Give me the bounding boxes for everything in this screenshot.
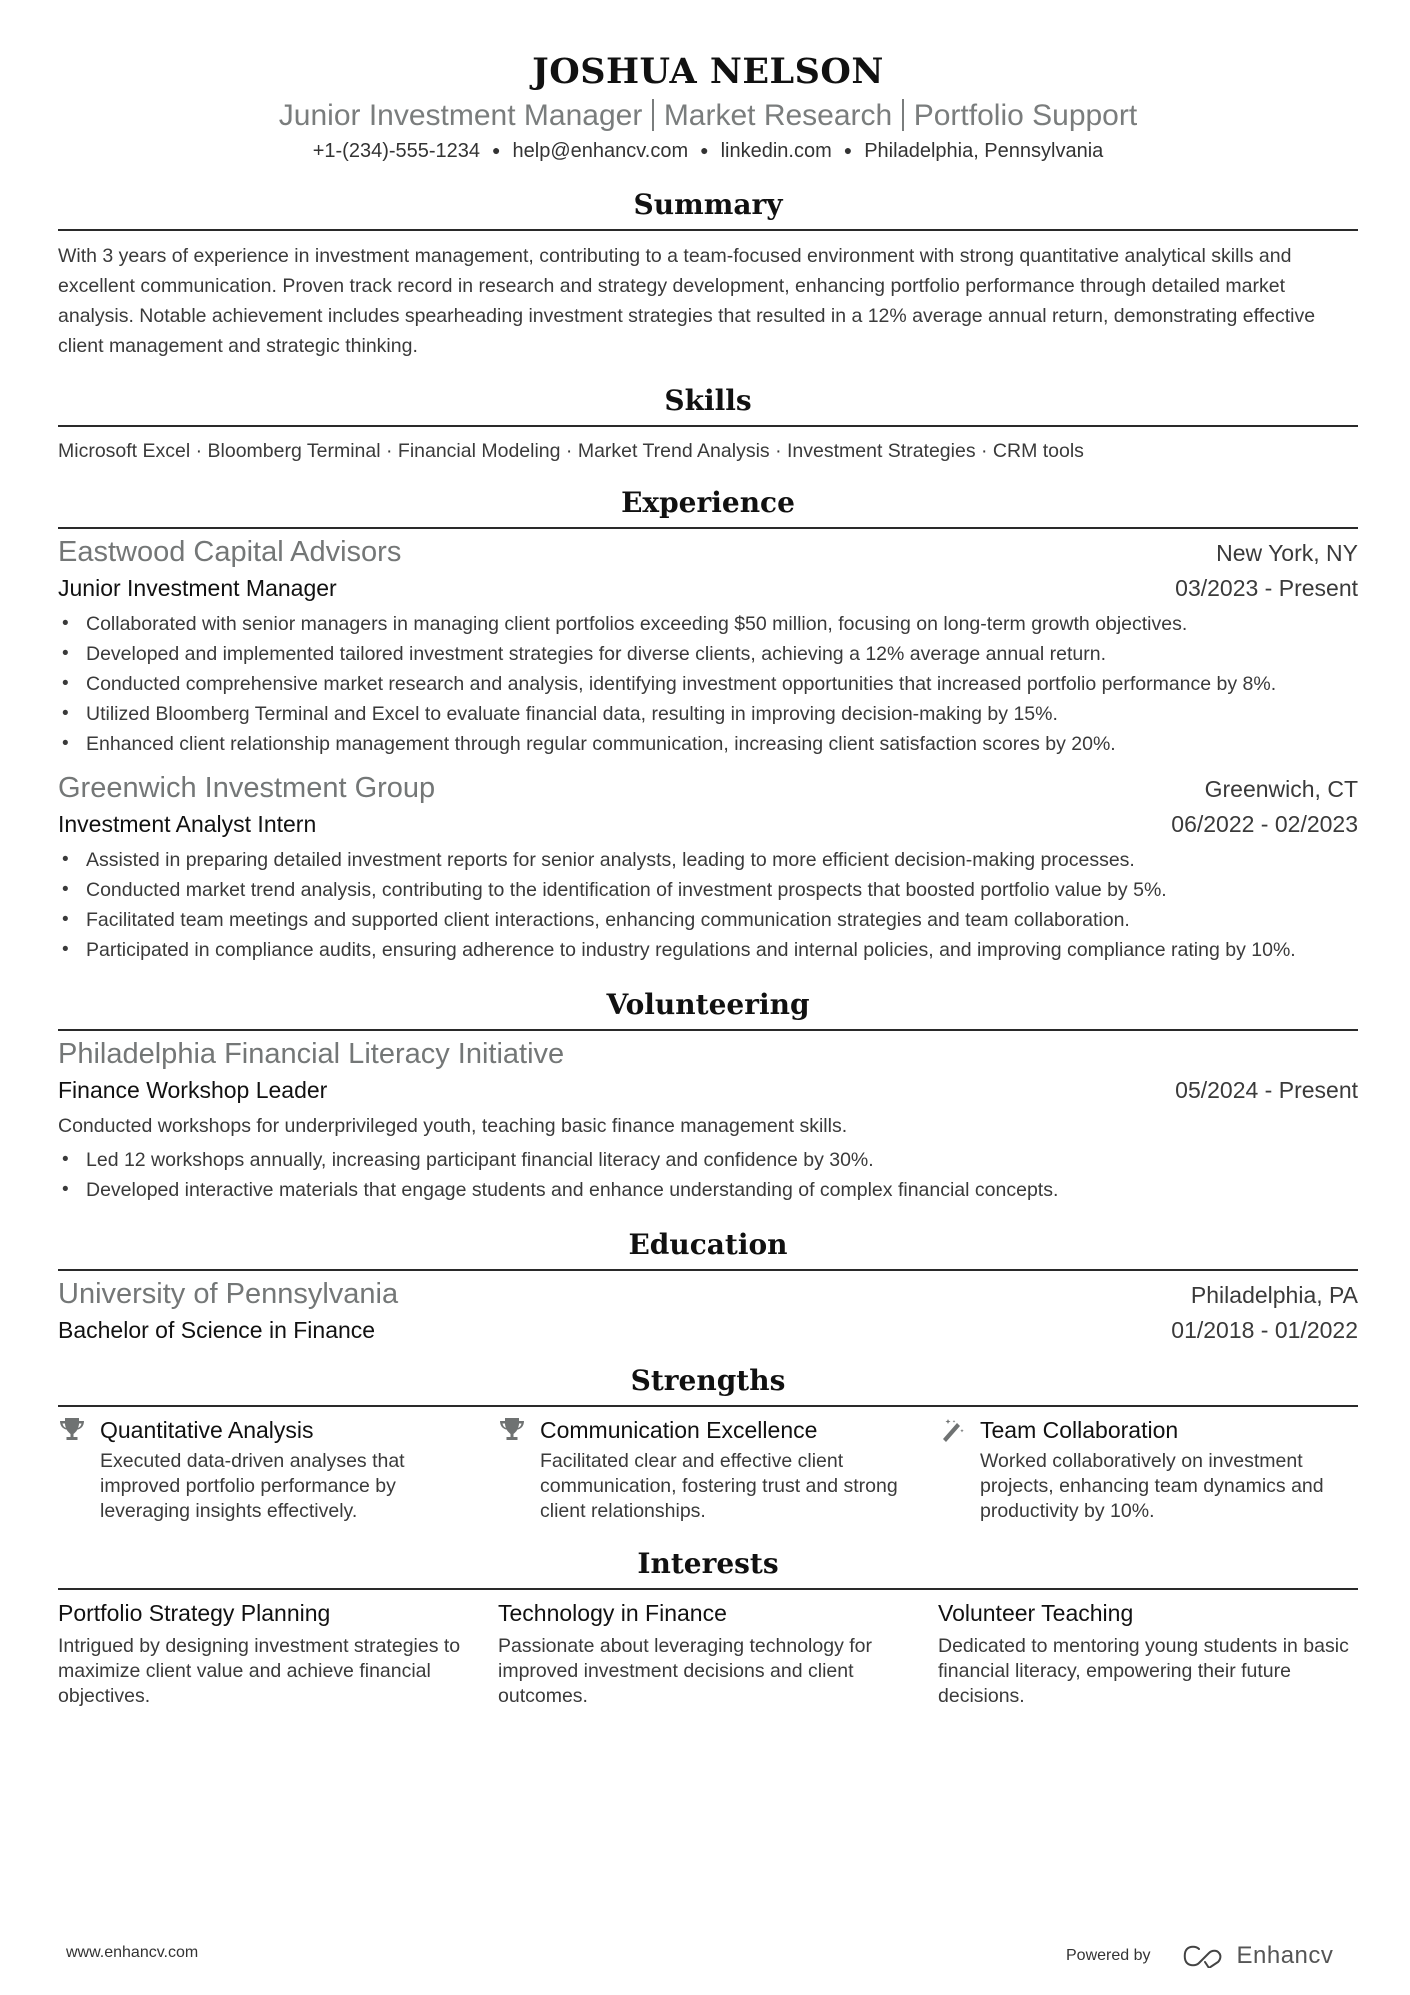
strength-title: Team Collaboration xyxy=(980,1417,1179,1443)
achievement-item: • Assisted in preparing detailed investment reports for senior analysts, leading to more efficient decision-making processes. xyxy=(58,845,1358,875)
headline-divider xyxy=(652,99,654,131)
headline-title-3: Portfolio Support xyxy=(913,99,1138,132)
achievement-item: • Led 12 workshops annually, increasing participant financial literacy and confidence by 30%. xyxy=(58,1145,1358,1175)
degree: Bachelor of Science in Finance xyxy=(58,1317,376,1343)
section-divider xyxy=(58,1269,1358,1271)
candidate-name: JOSHUA NELSON xyxy=(532,51,884,92)
powered-by-label: Powered by xyxy=(1066,1947,1151,1964)
section-title-volunteering: Volunteering xyxy=(606,988,810,1021)
section-divider xyxy=(58,1029,1358,1031)
experience-entry xyxy=(58,769,1358,965)
headline-title-2: Market Research xyxy=(663,99,893,132)
skills-list: Microsoft Excel · Bloomberg Terminal · Financial Modeling · Market Trend Analysis · Investment Strategies · CRM tools xyxy=(58,440,1084,462)
entry-header xyxy=(58,533,1358,571)
strength-content xyxy=(980,1413,1358,1524)
bullet-separator: ● xyxy=(843,142,853,158)
headline-title-1: Junior Investment Manager xyxy=(278,99,643,132)
section-divider xyxy=(58,527,1358,529)
experience-section xyxy=(58,485,1358,965)
achievement-item: • Collaborated with senior managers in managing client portfolios exceeding $50 million, focusing on long-term growth objectives. xyxy=(58,609,1358,639)
section-title-skills: Skills xyxy=(664,384,752,417)
headline-divider xyxy=(902,99,904,131)
strength-item xyxy=(58,1413,478,1524)
job-location: New York, NY xyxy=(1216,540,1358,566)
achievement-item: • Facilitated team meetings and supported client interactions, enhancing communication strategies and team collaboration. xyxy=(58,905,1358,935)
entry-subheader xyxy=(58,1073,1358,1107)
job-dates: 06/2022 - 02/2023 xyxy=(1171,811,1358,837)
entry-header xyxy=(58,1275,1358,1313)
interest-item xyxy=(938,1596,1358,1709)
section-title-summary: Summary xyxy=(633,188,783,221)
job-title: Investment Analyst Intern xyxy=(58,811,317,837)
education-section xyxy=(58,1227,1358,1347)
section-divider xyxy=(58,1405,1358,1407)
footer-website-link[interactable]: www.enhancv.com xyxy=(66,1944,199,1961)
contact-email[interactable]: help@enhancv.com xyxy=(512,140,689,162)
bullet-separator: ● xyxy=(492,142,501,158)
achievement-list xyxy=(58,845,1358,965)
section-divider xyxy=(58,229,1358,231)
achievement-item: • Developed and implemented tailored investment strategies for diverse clients, achieving a 12% average annual return. xyxy=(58,639,1358,669)
bullet-separator: ● xyxy=(700,142,709,158)
strength-item xyxy=(498,1413,918,1524)
education-dates: 01/2018 - 01/2022 xyxy=(1171,1317,1358,1343)
interest-title: Portfolio Strategy Planning xyxy=(58,1600,331,1626)
achievement-item: • Utilized Bloomberg Terminal and Excel to evaluate financial data, resulting in improving decision-making by 15%. xyxy=(58,699,1358,729)
organization-name: Philadelphia Financial Literacy Initiative xyxy=(58,1038,565,1070)
interest-description: Intrigued by designing investment strategies to maximize client value and achieve financial objectives. xyxy=(58,1635,461,1707)
contact-info xyxy=(58,136,1358,165)
powered-by-badge[interactable] xyxy=(1066,1942,1333,1970)
entry-subheader xyxy=(58,807,1358,841)
achievement-item: • Developed interactive materials that engage students and enhance understanding of complex financial concepts. xyxy=(58,1175,1358,1205)
entry-subheader xyxy=(58,1313,1358,1347)
enhancv-brand-name: Enhancv xyxy=(1236,1942,1334,1969)
interest-title: Technology in Finance xyxy=(498,1600,727,1626)
interest-item xyxy=(498,1596,918,1709)
volunteering-entry xyxy=(58,1035,1358,1205)
section-divider xyxy=(58,1588,1358,1590)
job-dates: 03/2023 - Present xyxy=(1175,575,1358,601)
strength-title: Communication Excellence xyxy=(540,1417,818,1443)
achievement-list xyxy=(58,1145,1358,1205)
summary-section xyxy=(58,187,1358,361)
strength-item xyxy=(938,1413,1358,1524)
contact-location: Philadelphia, Pennsylvania xyxy=(864,140,1104,162)
interests-grid xyxy=(58,1596,1358,1709)
strengths-section xyxy=(58,1363,1358,1524)
entry-header xyxy=(58,769,1358,807)
experience-entry xyxy=(58,533,1358,759)
headline xyxy=(58,96,1358,136)
trophy-icon xyxy=(498,1413,540,1524)
achievement-list xyxy=(58,609,1358,759)
contact-phone[interactable]: +1-(234)-555-1234 xyxy=(312,140,481,162)
strength-description: Facilitated clear and effective client communication, fostering trust and strong client relationships. xyxy=(540,1450,898,1522)
entry-subheader xyxy=(58,571,1358,605)
section-title-education: Education xyxy=(628,1228,788,1261)
volunteer-role: Finance Workshop Leader xyxy=(58,1077,328,1103)
strength-title: Quantitative Analysis xyxy=(100,1417,314,1443)
interest-description: Dedicated to mentoring young students in basic financial literacy, empowering their future decisions. xyxy=(938,1635,1349,1707)
magic-wand-icon xyxy=(938,1413,980,1524)
school-name: University of Pennsylvania xyxy=(58,1278,399,1310)
volunteering-section xyxy=(58,987,1358,1205)
strength-description: Executed data-driven analyses that improved portfolio performance by leveraging insights effectively. xyxy=(100,1450,405,1522)
strength-description: Worked collaboratively on investment projects, enhancing team dynamics and productivity by 10%. xyxy=(980,1450,1324,1522)
interest-description: Passionate about leveraging technology for improved investment decisions and client outcomes. xyxy=(498,1635,873,1707)
company-name: Eastwood Capital Advisors xyxy=(58,536,402,568)
section-title-experience: Experience xyxy=(621,486,795,519)
strengths-grid xyxy=(58,1413,1358,1524)
contact-linkedin[interactable]: linkedin.com xyxy=(720,140,832,162)
section-title-strengths: Strengths xyxy=(630,1364,786,1397)
interest-title: Volunteer Teaching xyxy=(938,1600,1134,1626)
strength-content xyxy=(540,1413,918,1524)
trophy-icon xyxy=(58,1413,100,1524)
achievement-item: • Conducted comprehensive market research and analysis, identifying investment opportunities that increased portfolio performance by 8%. xyxy=(58,669,1358,699)
job-title: Junior Investment Manager xyxy=(58,575,337,601)
strength-content xyxy=(100,1413,478,1524)
achievement-item: • Enhanced client relationship management through regular communication, increasing client satisfaction scores by 20%. xyxy=(58,729,1358,759)
volunteer-dates: 05/2024 - Present xyxy=(1175,1077,1358,1103)
volunteer-description: Conducted workshops for underprivileged youth, teaching basic finance management skills. xyxy=(58,1115,848,1137)
page-footer xyxy=(0,1940,1410,1970)
enhancv-logo-icon xyxy=(1181,1944,1229,1968)
resume-header xyxy=(58,0,1358,165)
achievement-item: • Conducted market trend analysis, contributing to the identification of investment prospects that boosted portfolio value by 5%. xyxy=(58,875,1358,905)
summary-text: With 3 years of experience in investment management, contributing to a team-focused environment with strong quantitative analytical skills and excellent communication. Proven track record in research and strategy development, enhancing portfolio performance through detailed market analysis. Notable achievement includes spearheading investment strategies that resulted in a 12% average annual return, demonstrating effective client management and strategic thinking. xyxy=(58,245,1316,357)
education-entry xyxy=(58,1275,1358,1347)
school-location: Philadelphia, PA xyxy=(1190,1282,1358,1308)
section-divider xyxy=(58,425,1358,427)
company-name: Greenwich Investment Group xyxy=(58,772,436,804)
resume-page xyxy=(58,0,1358,1709)
interests-section xyxy=(58,1546,1358,1709)
achievement-item: • Participated in compliance audits, ensuring adherence to industry regulations and internal policies, and improving compliance rating by 10%. xyxy=(58,935,1358,965)
job-location: Greenwich, CT xyxy=(1204,776,1358,802)
skills-section xyxy=(58,383,1358,465)
section-title-interests: Interests xyxy=(637,1547,779,1580)
interest-item xyxy=(58,1596,478,1709)
